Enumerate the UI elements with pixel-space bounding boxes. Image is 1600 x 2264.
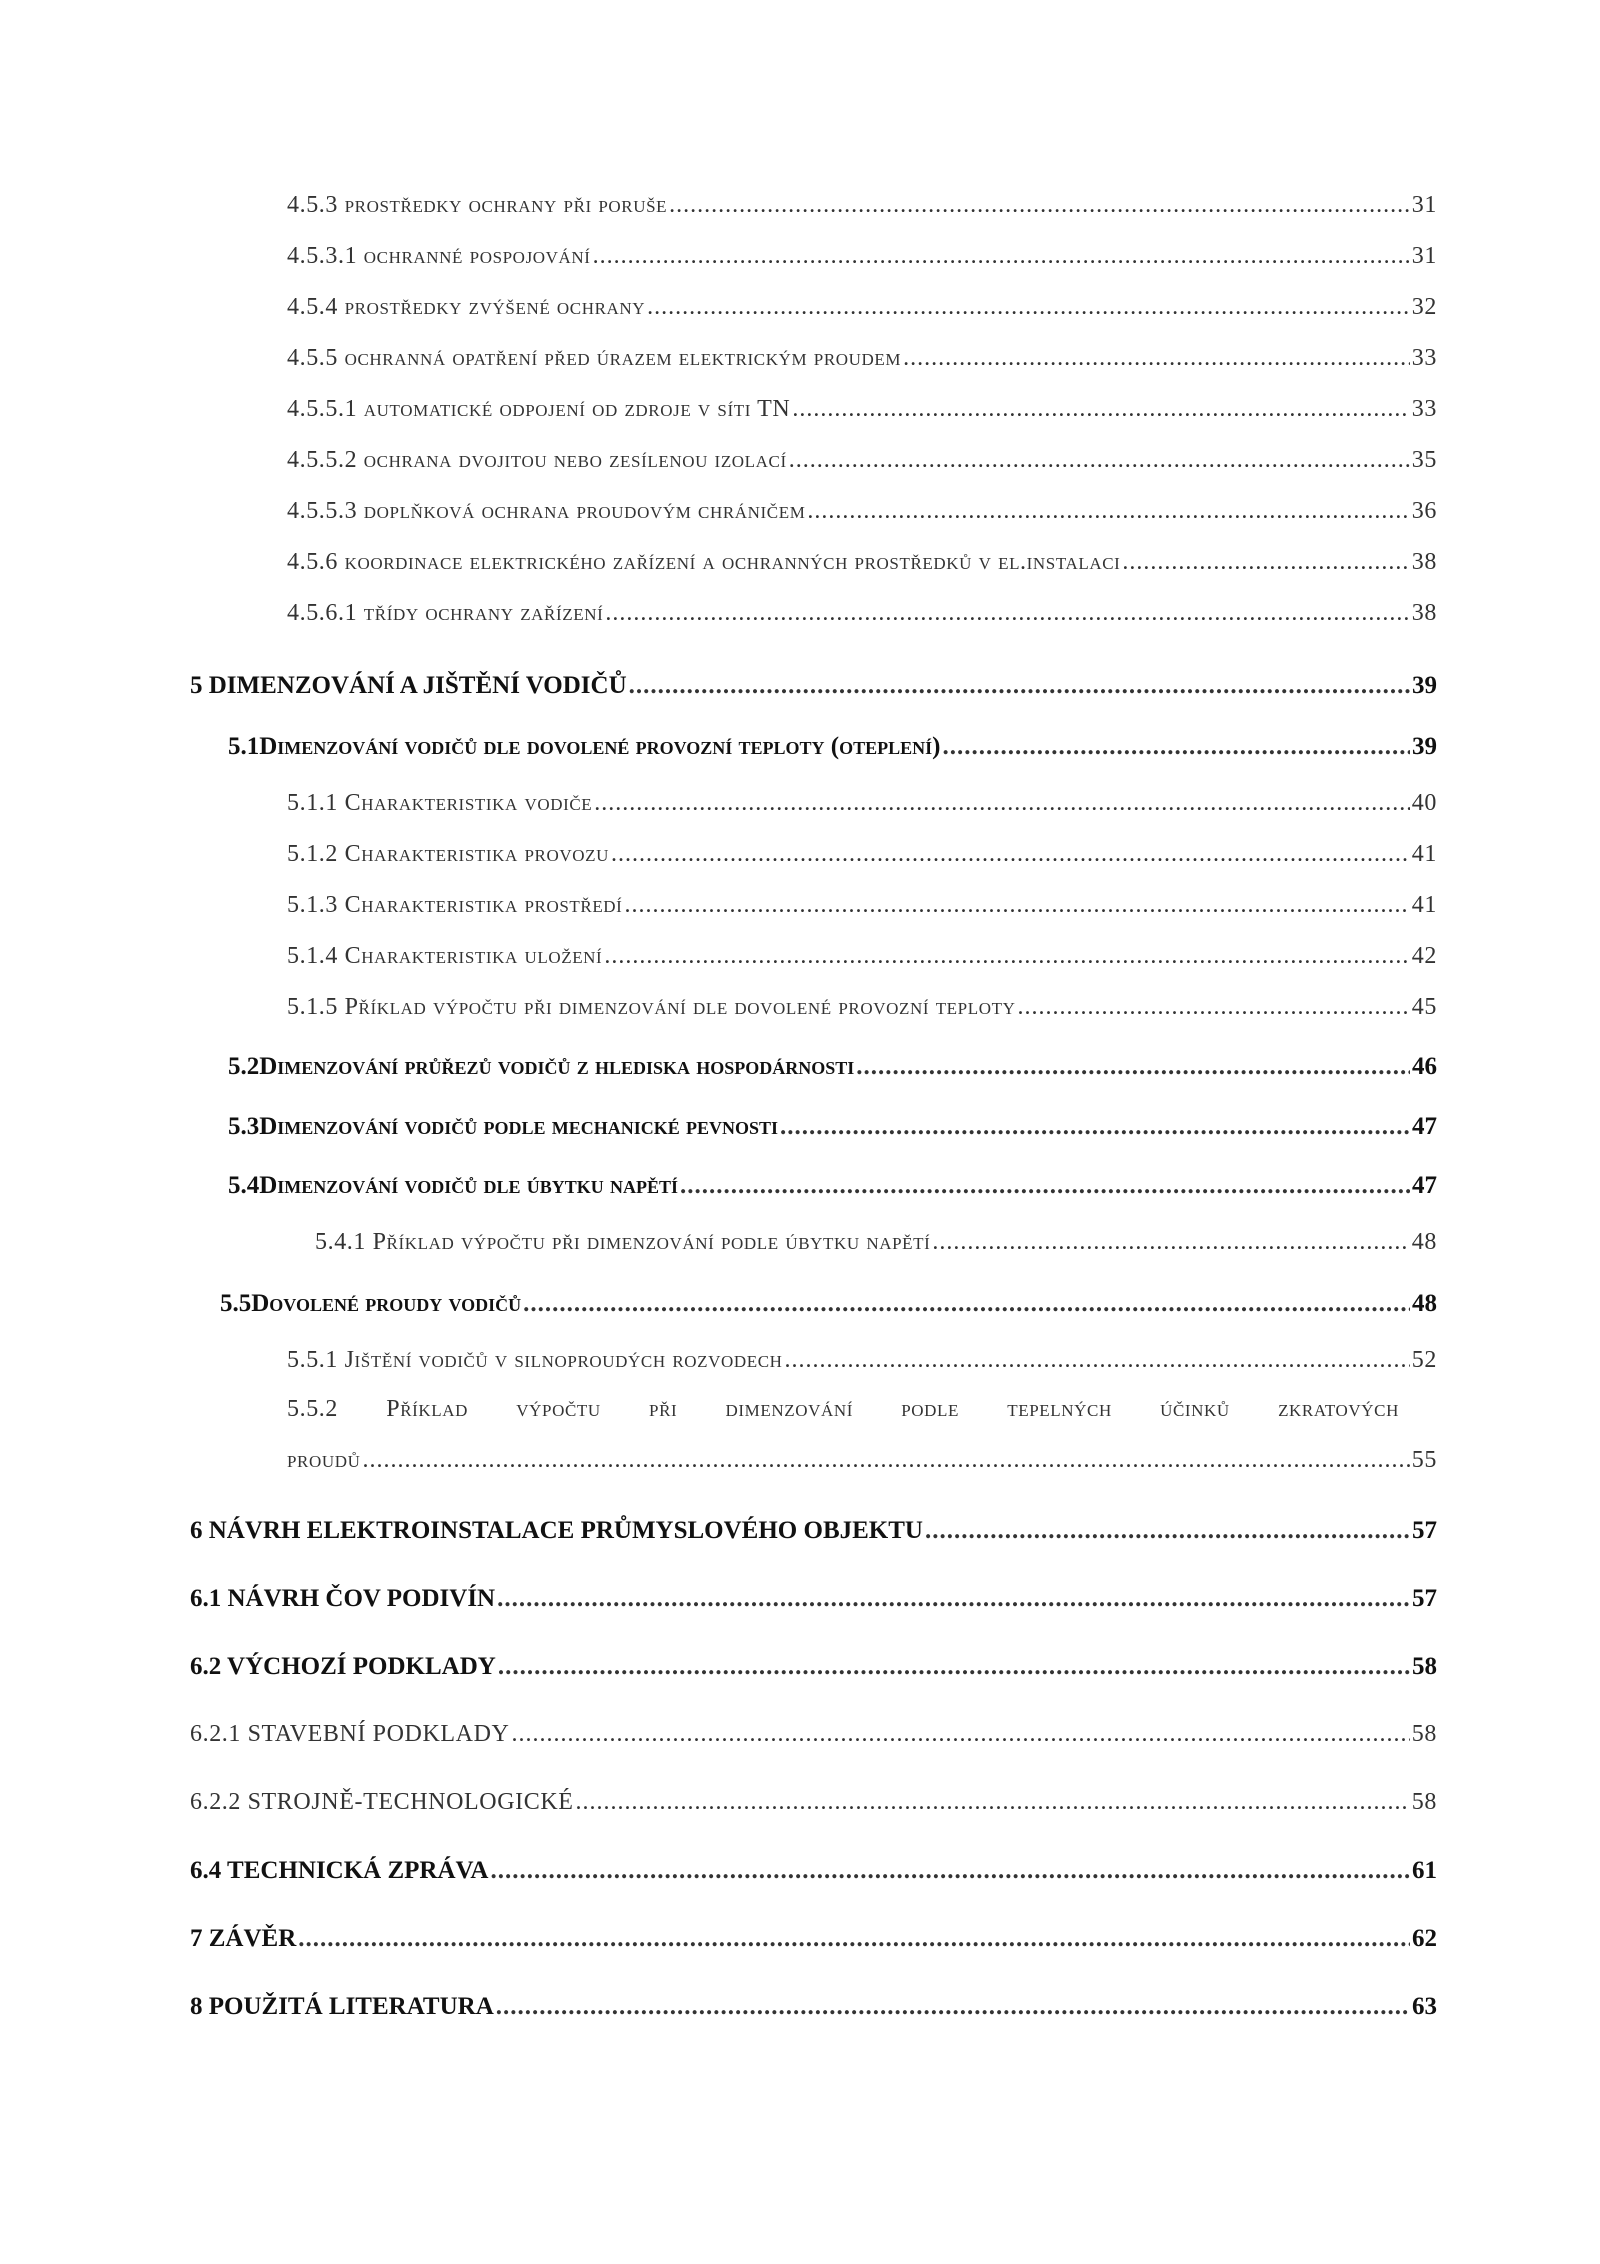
dot-leader [511,1721,1409,1748]
toc-word: tepelných [1007,1396,1112,1422]
toc-entry-6-2-1 [190,1721,1437,1748]
toc-word: účinků [1160,1396,1230,1422]
toc-entry-page: 35 [1411,447,1437,473]
dot-leader [903,345,1410,372]
toc-entry-label: 5 DIMENZOVÁNÍ A JIŠTĚNÍ VODIČŮ [190,672,627,699]
toc-entry-page: 62 [1412,1925,1437,1952]
dot-leader [624,892,1409,919]
toc-entry-page: 32 [1411,294,1437,320]
toc-entry-label: 6.4 TECHNICKÁ ZPRÁVA [190,1857,489,1884]
toc-entry-4-5-6-1 [287,600,1437,627]
dot-leader [594,790,1410,817]
toc-entry-4-5-5-2 [287,447,1437,474]
toc-entry-page: 61 [1412,1857,1437,1884]
toc-section-5-4 [228,1172,1437,1200]
dot-leader [1122,549,1409,576]
toc-section-number: 5.3 [228,1113,260,1140]
toc-section-number: 5.5 [220,1290,252,1317]
toc-entry-page: 46 [1412,1053,1437,1080]
toc-entry-label: 4.5.3.1 ochranné pospojování [287,243,591,269]
toc-entry-page: 31 [1411,192,1437,218]
toc-entry-5-1-4 [287,943,1437,970]
toc-word: dimenzování [725,1396,853,1422]
toc-entry-page: 52 [1411,1347,1437,1373]
toc-entry-label: 4.5.5.1 automatické odpojení od zdroje v síti TN [287,396,791,422]
toc-entry-4-5-5-1 [287,396,1437,423]
toc-entry-label: 5.1.4 Charakteristika uložení [287,943,603,969]
toc-entry-label: 4.5.5.2 ochrana dvojitou nebo zesílenou izolací [287,447,787,473]
toc-entry-page: 42 [1411,943,1437,969]
toc-entry-5-4-1 [315,1229,1437,1256]
toc-word: při [649,1396,678,1422]
toc-entry-label: Dimenzování průřezů vodičů z hlediska hospodárnosti [259,1053,855,1080]
toc-entry-label: 6 NÁVRH ELEKTROINSTALACE PRŮMYSLOVÉHO OBJEKTU [190,1517,923,1544]
toc-entry-page: 58 [1412,1653,1437,1680]
toc-word: podle [901,1396,960,1422]
toc-word: Příklad [386,1396,469,1422]
dot-leader [1017,994,1409,1021]
toc-entry-label: 6.2 VÝCHOZÍ PODKLADY [190,1653,496,1680]
toc-entry-page: 31 [1411,243,1437,269]
toc-entry-page: 38 [1411,549,1437,575]
toc-entry-label: 8 POUŽITÁ LITERATURA [190,1993,494,2020]
toc-entry-5-5-1 [287,1347,1437,1374]
dot-leader [680,1172,1410,1200]
toc-entry-4-5-4 [287,294,1437,321]
toc-entry-page: 63 [1412,1993,1437,2020]
toc-entry-5-5-2-second-line [287,1447,1437,1474]
toc-entry-label: 4.5.4 prostředky zvýšené ochrany [287,294,646,320]
dot-leader [780,1113,1410,1141]
toc-entry-page: 41 [1411,841,1437,867]
toc-section-number: 5.2 [228,1053,260,1080]
toc-entry-5-5-2-first-line [287,1396,1399,1423]
toc-entry-label: 5.4.1 Příklad výpočtu při dimenzování podle úbytku napětí [315,1229,931,1255]
dot-leader [669,192,1410,219]
toc-entry-5-1-5 [287,994,1437,1021]
toc-entry-label: Dimenzování vodičů dle dovolené provozní teploty (oteplení) [259,733,941,760]
toc-entry-page: 47 [1412,1172,1437,1199]
toc-entry-4-5-5 [287,345,1437,372]
dot-leader [576,1789,1410,1816]
toc-chapter-5 [190,672,1437,700]
dot-leader [498,1653,1410,1681]
toc-section-6-4 [190,1857,1437,1885]
toc-entry-label: 5.1.5 Příklad výpočtu při dimenzování dle dovolené provozní teploty [287,994,1016,1020]
dot-leader [523,1290,1410,1318]
dot-leader [792,396,1409,423]
toc-entry-page: 45 [1411,994,1437,1020]
toc-entry-label: 6.2.1 STAVEBNÍ PODKLADY [190,1721,510,1747]
toc-section-6-1 [190,1585,1437,1613]
toc-entry-4-5-6 [287,549,1437,576]
dot-leader [932,1229,1409,1256]
toc-entry-page: 57 [1412,1517,1437,1544]
toc-entry-5-1-3 [287,892,1437,919]
dot-leader [490,1857,1410,1885]
toc-entry-4-5-3 [287,192,1437,219]
dot-leader [807,498,1409,525]
toc-entry-5-1-1 [287,790,1437,817]
toc-chapter-6 [190,1517,1437,1545]
dot-leader [363,1447,1410,1474]
toc-section-6-2 [190,1653,1437,1681]
toc-entry-label: 5.1.1 Charakteristika vodiče [287,790,593,816]
toc-entry-page: 55 [1411,1447,1437,1473]
toc-section-5-5 [220,1290,1437,1318]
toc-entry-page: 33 [1411,396,1437,422]
toc-section-5-3 [228,1113,1437,1141]
toc-word: zkratových [1278,1396,1399,1422]
toc-entry-label: 4.5.5 ochranná opatření před úrazem elektrickým proudem [287,345,902,371]
dot-leader [789,447,1410,474]
toc-word: výpočtu [516,1396,601,1422]
dot-leader [925,1517,1410,1545]
toc-entry-label: 6.1 NÁVRH ČOV PODIVÍN [190,1585,496,1612]
toc-section-5-2 [228,1053,1437,1081]
toc-section-number: 5.1 [228,733,260,760]
toc-entry-page: 57 [1412,1585,1437,1612]
toc-entry-label: 4.5.3 prostředky ochrany při poruše [287,192,668,218]
dot-leader [593,243,1410,270]
dot-leader [856,1053,1410,1081]
toc-entry-page: 48 [1412,1290,1437,1317]
toc-entry-label: 6.2.2 STROJNĚ-TECHNOLOGICKÉ [190,1789,574,1815]
toc-entry-label: 5.1.3 Charakteristika prostředí [287,892,623,918]
dot-leader [605,600,1409,627]
toc-entry-page: 47 [1412,1113,1437,1140]
toc-entry-6-2-2 [190,1789,1437,1816]
toc-entry-page: 39 [1412,672,1437,699]
toc-entry-page: 38 [1411,600,1437,626]
toc-chapter-8 [190,1993,1437,2021]
toc-entry-4-5-5-3 [287,498,1437,525]
toc-entry-page: 41 [1411,892,1437,918]
toc-entry-label: Dovolené proudy vodičů [251,1290,522,1317]
toc-section-5-1 [228,733,1437,761]
toc-entry-label: 5.1.2 Charakteristika provozu [287,841,609,867]
toc-entry-page: 36 [1411,498,1437,524]
toc-entry-label: Dimenzování vodičů podle mechanické pevnosti [259,1113,778,1140]
dot-leader [942,733,1410,761]
dot-leader [611,841,1410,868]
toc-entry-page: 58 [1411,1721,1437,1747]
toc-entry-5-1-2 [287,841,1437,868]
toc-entry-label: 4.5.6 koordinace elektrického zařízení a ochranných prostředků v el.instalaci [287,549,1121,575]
dot-leader [629,672,1410,700]
dot-leader [298,1925,1410,1953]
toc-chapter-7 [190,1925,1437,1953]
dot-leader [604,943,1409,970]
dot-leader [647,294,1410,321]
toc-entry-label: 7 ZÁVĚR [190,1925,297,1952]
dot-leader [496,1993,1410,2021]
toc-entry-page: 33 [1411,345,1437,371]
toc-entry-label: proudů [287,1447,361,1473]
dot-leader [497,1585,1410,1613]
toc-section-number: 5.4 [228,1172,260,1199]
toc-word: 5.5.2 [287,1396,338,1422]
toc-entry-label: 4.5.5.3 doplňková ochrana proudovým chráničem [287,498,806,524]
toc-entry-page: 39 [1412,733,1437,760]
toc-entry-page: 58 [1411,1789,1437,1815]
toc-entry-4-5-3-1 [287,243,1437,270]
toc-entry-label: 4.5.6.1 třídy ochrany zařízení [287,600,604,626]
toc-entry-label: 5.5.1 Jištění vodičů v silnoproudých rozvodech [287,1347,783,1373]
toc-entry-page: 48 [1411,1229,1437,1255]
toc-entry-page: 40 [1411,790,1437,816]
dot-leader [785,1347,1410,1374]
toc-entry-label: Dimenzování vodičů dle úbytku napětí [259,1172,678,1199]
